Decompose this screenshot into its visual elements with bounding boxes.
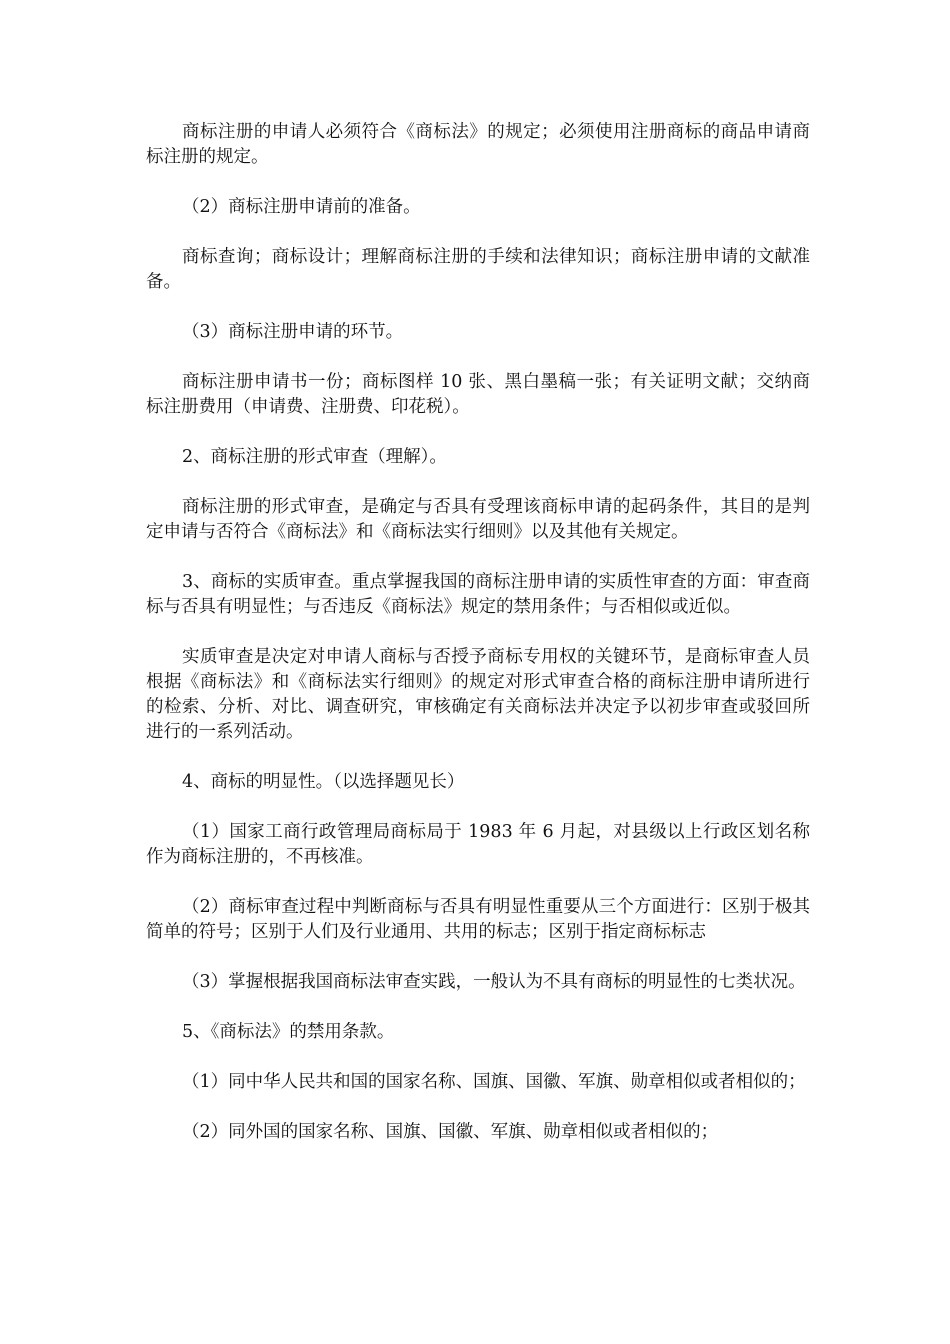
paragraph-7: 商标注册的形式审查，是确定与否具有受理该商标申请的起码条件，其目的是判定申请与否符合《商标法》和《商标法实行细则》以及其他有关规定。 [146,497,810,542]
document-body [146,120,810,1170]
paragraph-8: 3、商标的实质审查。重点掌握我国的商标注册申请的实质性审查的方面：审查商标与否具有明显性；与否违反《商标法》规定的禁用条件；与否相似或近似。 [146,572,810,617]
paragraph-5: 商标注册申请书一份；商标图样 10 张、黑白墨稿一张；有关证明文献；交纳商标注册费用（申请费、注册费、印花税）。 [146,372,810,417]
paragraph-11: （1）国家工商行政管理局商标局于 1983 年 6 月起，对县级以上行政区划名称作为商标注册的，不再核准。 [146,822,810,867]
paragraph-3: 商标查询；商标设计；理解商标注册的手续和法律知识；商标注册申请的文献准备。 [146,247,810,292]
paragraph-4: （3）商标注册申请的环节。 [182,322,404,342]
paragraph-2: （2）商标注册申请前的准备。 [182,197,421,217]
paragraph-16: （2）同外国的国家名称、国旗、国徽、军旗、勋章相似或者相似的； [182,1122,719,1142]
paragraph-15: （1）同中华人民共和国的国家名称、国旗、国徽、军旗、勋章相似或者相似的； [182,1072,806,1092]
paragraph-12: （2）商标审查过程中判断商标与否具有明显性重要从三个方面进行：区别于极其简单的符号；区别于人们及行业通用、共用的标志；区别于指定商标标志 [146,897,810,942]
paragraph-9: 实质审查是决定对申请人商标与否授予商标专用权的关键环节，是商标审查人员根据《商标法》和《商标法实行细则》的规定对形式审查合格的商标注册申请所进行的检索、分析、对比、调查研究，审核确定有关商标法并决定予以初步审查或驳回所进行的一系列活动。 [146,647,810,742]
paragraph-6: 2、商标注册的形式审查（理解）。 [182,447,447,467]
paragraph-14: 5、《商标法》的禁用条款。 [182,1022,395,1042]
paragraph-13: （3）掌握根据我国商标法审查实践，一般认为不具有商标的明显性的七类状况。 [182,972,806,992]
paragraph-10: 4、商标的明显性。（以选择题见长） [182,772,465,792]
paragraph-1: 商标注册的申请人必须符合《商标法》的规定；必须使用注册商标的商品申请商标注册的规定。 [146,122,810,167]
